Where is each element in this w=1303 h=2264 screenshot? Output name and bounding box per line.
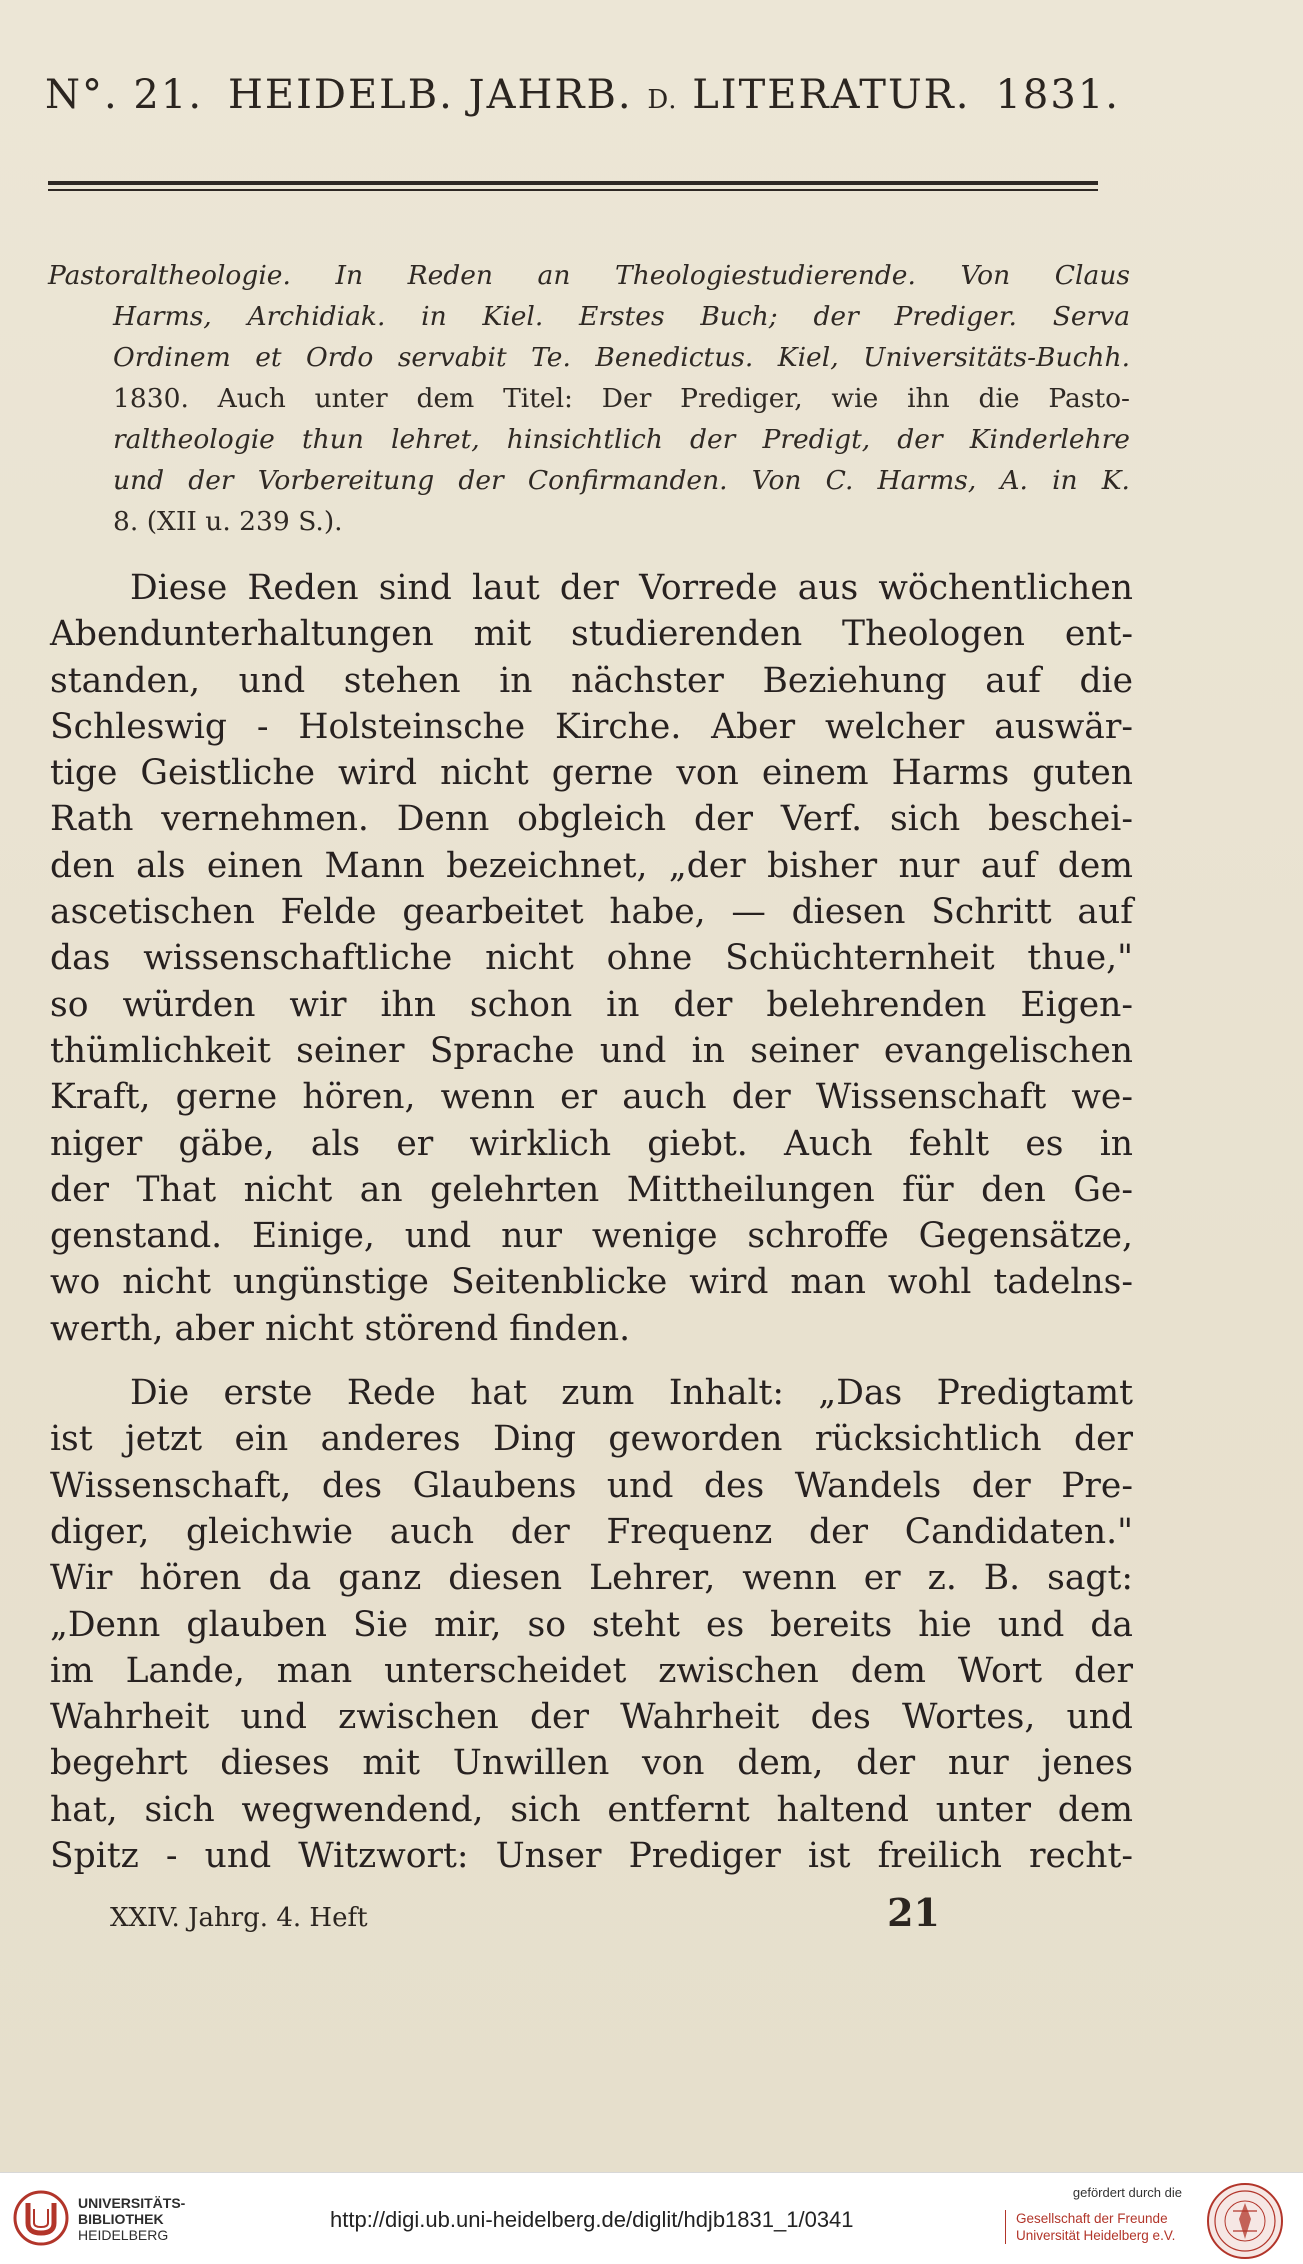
library-name: UNIVERSITÄTS- BIBLIOTHEK HEIDELBERG [78,2195,186,2243]
text-line: Spitz - und Witzwort: Unser Prediger ist freilich recht- [50,1836,1133,1877]
printer-signature [110,1890,940,1935]
text-line: thümlichkeit seiner Sprache und in seiner evangelischen [50,1030,1133,1071]
bibliographic-entry [48,255,1130,542]
text-line: standen, und stehen in nächster Beziehung auf die [50,660,1133,701]
review-body [50,565,1133,1879]
text-line: werth, aber nicht störend finden. [50,1308,631,1349]
text-line: ist jetzt ein anderes Ding geworden rücksichtlich der [50,1419,1133,1460]
biblio-line: und der Vorbereitung der Confirmanden. Von C. Harms, A. in K. [113,465,1130,496]
text-line: das wissenschaftliche nicht ohne Schüchternheit thue," [50,938,1133,979]
journal-title: HEIDELB. JAHRB. D. LITERATUR. [228,72,971,118]
text-line: Abendunterhaltungen mit studierenden Theologen ent- [50,614,1133,655]
text-line: tige Geistliche wird nicht gerne von einem Harms guten [50,753,1133,794]
sponsor-credit: gefördert durch die Gesellschaft der Freunde Universität Heidelberg e.V. [1005,2185,1200,2244]
text-line: Schleswig - Holsteinsche Kirche. Aber welcher auswär- [50,706,1133,747]
text-line: ascetischen Felde gearbeitet habe, — diesen Schritt auf [50,892,1133,933]
text-line: den als einen Mann bezeichnet, „der bisher nur auf dem [50,845,1133,886]
biblio-line: 8. (XII u. 239 S.). [113,506,343,537]
header-rule-thin [48,189,1098,191]
university-seal-icon [1205,2181,1285,2261]
text-line: wo nicht ungünstige Seitenblicke wird man wohl tadelns- [50,1262,1133,1303]
text-line: der That nicht an gelehrten Mittheilungen für den Ge- [50,1169,1133,1210]
text-line: Wir hören da ganz diesen Lehrer, wenn er z. B. sagt: [50,1558,1133,1599]
issue-year: 1831. [995,72,1120,118]
signature-number: 21 [887,1890,940,1935]
text-line: so würden wir ihn schon in der belehrenden Eigen- [50,984,1133,1025]
biblio-line: Ordinem et Ordo servabit Te. Benedictus. Kiel, Universitäts-Buchh. [113,342,1130,373]
ub-heidelberg-logo-icon [12,2189,70,2247]
text-line: Die erste Rede hat zum Inhalt: „Das Predigtamt [130,1373,1133,1414]
permalink[interactable]: http://digi.ub.uni-heidelberg.de/diglit/hdjb1831_1/0341 [330,2207,854,2232]
text-line: im Lande, man unterscheidet zwischen dem Wort der [50,1650,1133,1691]
text-line: „Denn glauben Sie mir, so steht es bereits hie und da [50,1604,1133,1645]
text-line: diger, gleichwie auch der Frequenz der Candidaten." [50,1511,1133,1552]
biblio-line: Harms, Archidiak. in Kiel. Erstes Buch; der Prediger. Serva [113,301,1130,332]
volume-label: XXIV. Jahrg. 4. Heft [110,1903,368,1933]
running-head [45,72,1120,118]
text-line: Wahrheit und zwischen der Wahrheit des Wortes, und [50,1697,1133,1738]
text-line: hat, sich wegwendend, sich entfernt haltend unter dem [50,1789,1133,1830]
text-line: niger gäbe, als er wirklich giebt. Auch fehlt es in [50,1123,1133,1164]
text-line: Kraft, gerne hören, wenn er auch der Wissenschaft we- [50,1077,1133,1118]
text-line: Rath vernehmen. Denn obgleich der Verf. sich beschei- [50,799,1133,840]
text-line: Diese Reden sind laut der Vorrede aus wöchentlichen [130,568,1133,608]
biblio-line: 1830. Auch unter dem Titel: Der Prediger, wie ihn die Pasto- [113,383,1130,414]
text-line: Wissenschaft, des Glaubens und des Wandels der Pre- [50,1465,1133,1506]
biblio-line: raltheologie thun lehret, hinsichtlich der Predigt, der Kinderlehre [113,424,1130,455]
text-line: begehrt dieses mit Unwillen von dem, der nur jenes [50,1743,1133,1784]
digitization-footer [0,2172,1303,2264]
issue-number: N°. 21. [45,72,204,118]
biblio-line: Pastoraltheologie. In Reden an Theologiestudierende. Von Claus [48,260,1130,291]
text-line: genstand. Einige, und nur wenige schroffe Gegensätze, [50,1216,1133,1257]
header-rule [48,181,1098,185]
